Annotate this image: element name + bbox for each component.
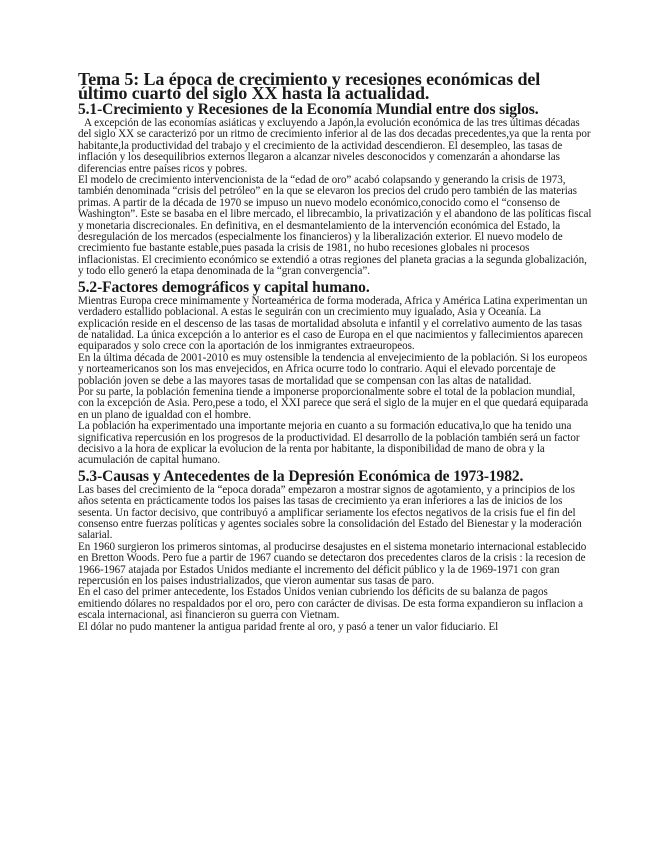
paragraph: La población ha experimentado una importante mejoria en cuanto a su formación educativa,lo que ha tenido una significativa repercusión en los progresos de la productividad. El desarrollo de la población también será un factor decisivo a la hora de explicar la evolucion de la renta por habitante, la disponibilidad de mano de obra y la acumulación de capital humano. [78, 420, 580, 467]
paragraph: Mientras Europa crece minimamente y Norteamérica de forma moderada, Africa y América Latina experimentan un verdadero estallido poblacional. A estas le seguirán con un crecimiento muy igualado, Asia y Oceanía. La explicación reside en el descenso de las tasas de mortalidad absoluta e infantil y el correlativo aumento de las tasas de natalidad. La única excepción a lo anterior es el caso de Europa en el que nacimientos y fallecimientos aparecen equiparados y solo crece con la aportación de los inmigrantes extraeuropeos. [78, 294, 588, 353]
paragraph: A excepción de las economías asiáticas y excluyendo a Japón,la evolución económica de las tres últimas décadas del siglo XX se caracterizó por un ritmo de crecimiento inferior al de las dos decadas precedentes,ya que la renta por habitante,la productividad del trabajo y el crecimiento de la actividad descendieron. El desempleo, las tasas de inflación y los desequilibrios externos llegaron a alcanzar niveles desconocidos y comenzarán a ahondarse las diferencias entre países ricos y pobres. [78, 117, 591, 175]
paragraph: En la última década de 2001-2010 es muy ostensible la tendencia al envejecimiento de la población. Si los europeos y norteamericanos son los mas envejecidos, en Africa ocurre todo lo contrario. Aqui el elevado porcentaje de población joven se debe a las mayores tasas de mortalidad que se compensan con las altas de natalidad. [78, 351, 588, 387]
paragraph: Las bases del crecimiento de la “epoca dorada” empezaron a mostrar signos de agotamiento, y a principios de los años setenta en prácticamente todos los paises las tasas de crecimiento ya eran inferiores a las de inicios de los sesenta. Un factor decisivo, que contribuyó a amplificar seriamente los efectos negativos de la crisis fue el fin del consenso entre fuerzas políticas y agentes sociales sobre la consolidación del Estado del Bienestar y la moderación salarial. [78, 483, 582, 542]
document-title: Tema 5: La época de crecimiento y recesiones económicas del último cuarto del siglo XX hasta la actualidad. [78, 69, 541, 103]
paragraph: Por su parte, la población femenina tiende a imponerse proporcionalmente sobre el total de la poblacion mundial, con la excepción de Asia. Pero,pese a todo, el XXI parece que será el siglo de la mujer en el que quedará equiparada en un plano de igualdad con el hombre. [78, 385, 589, 421]
paragraph: El modelo de crecimiento intervencionista de la “edad de oro” acabó colapsando y generando la crisis de 1973, también denominada “crisis del petróleo” en la que se elevaron los precios del crudo pero también de las materias primas. A partir de la década de 1970 se impuso un nuevo modelo económico,conocido como el “consenso de Washington”. Este se basaba en el libre mercado, el librecambio, la privatización y el abandono de las políticas fiscal y monetaria discrecionales. En definitiva, en el desmantelamiento de la intervención económica del Estado, la desregulación de los mercados (especialmente los financieros) y la liberalización exterior. El nuevo modelo de crecimiento fue bastante estable,pues pasada la crisis de 1981, no hubo recesiones globales ni procesos inflacionistas. El crecimiento económico se extendió a otras regiones del planeta gracias a la segunda globalización, y todo ello generó la etapa denominada de la “gran convergencia”. [78, 174, 592, 278]
section-heading-5-1: 5.1-Crecimiento y Recesiones de la Economía Mundial entre dos siglos. [78, 101, 539, 118]
paragraph: En el caso del primer antecedente, los Estados Unidos venian cubriendo los déficits de su balanza de pagos emitiendo dólares no respaldados por el oro, pero con carácter de divisas. De esta forma expandieron su inflacion a escala internacional, asi financieron su guerra con Vietnam. [78, 586, 583, 622]
document-body [78, 69, 592, 633]
paragraph: En 1960 surgieron los primeros sintomas, al producirse desajustes en el sistema monetario internacional establecido en Bretton Woods. Pero fue a partir de 1967 cuando se detectaron dos precedentes claros de la crisis : la recesion de 1966-1967 atajada por Estados Unidos mediante el incremento del déficit público y la de 1969-1971 con gran repercusión en los paises industrializados, que vieron aumentar sus tasas de paro. [78, 540, 587, 588]
section-heading-5-2: 5.2-Factores demográficos y capital humano. [78, 278, 370, 296]
paragraph: El dólar no pudo mantener la antigua paridad frente al oro, y pasó a tener un valor fiduciario. El [78, 620, 499, 633]
section-heading-5-3: 5.3-Causas y Antecedentes de la Depresión Económica de 1973-1982. [78, 467, 524, 485]
